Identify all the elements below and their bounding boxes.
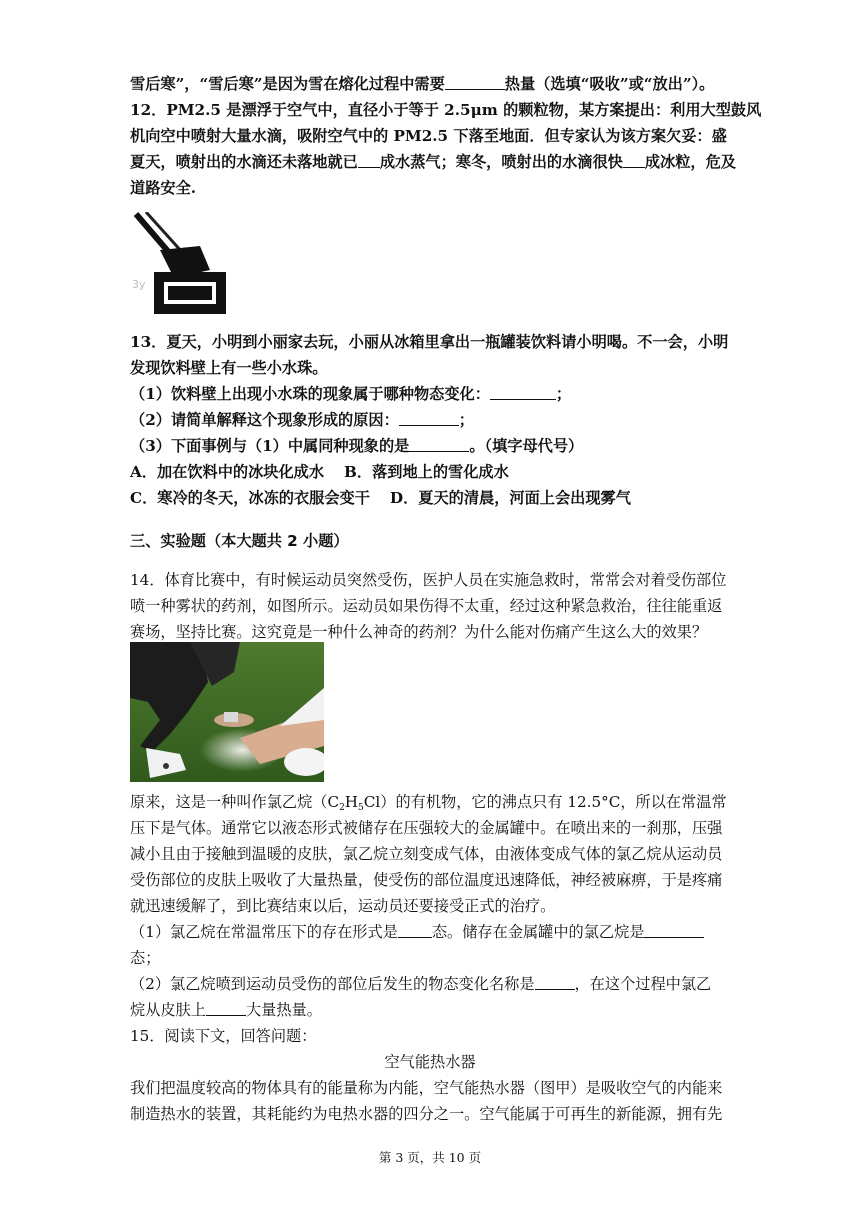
q13-options-ab [130,462,730,482]
q11-line: 雪后寒”，“雪后寒”是因为雪在熔化过程中需要 热量（选填“吸收”或“放出”）。 [130,75,715,93]
answer-blank[interactable] [206,1000,246,1016]
q15-title: 空气能热水器 [384,1053,476,1071]
first-aid-spray-photo [130,642,324,782]
q12-line-1: 12．PM2.5 是漂浮于空气中，直径小于等于 2.5μm 的颗粒物，某方案提出：利用大型鼓风 [130,101,762,119]
q14-text-3: 减小且由于接触到温暖的皮肤，氯乙烷立刻变成气体，由液体变成气体的氯乙烷从运动员 [130,845,723,863]
answer-blank[interactable] [490,384,556,400]
q13-part-2: （2）请简单解释这个现象形成的原因： ； [130,411,474,429]
q13-line-1: 13．夏天，小明到小丽家去玩，小丽从冰箱里拿出一瓶罐装饮料请小明喝。不一会，小明 [130,333,729,351]
q14-text-5: 就迅速缓解了，到比赛结束以后，运动员还要接受正式的治疗。 [130,897,556,915]
q14-text-1: 原来，这是一种叫作氯乙烷$(C_2H_5Cl)$的有机物，它的沸点只有 12.5°C，所以在常温常 [130,793,727,813]
q14-text-4: 受伤部位的皮肤上吸收了大量热量，使受伤的部位温度迅速降低，神经被麻痹，于是疼痛 [130,871,723,889]
q12-line-3: 夏天，喷射出的水滴还未落地就已 成水蒸气；寒冬，喷射出的水滴很快 成冰粒，危及 [130,153,736,171]
q14-sub-1: （1）氯乙烷在常温常压下的存在形式是 态。储存在金属罐中的氯乙烷是 [130,922,730,942]
svg-text:3y: 3y [132,278,146,291]
q13-part-1: （1）饮料壁上出现小水珠的现象属于哪种物态变化： ； [130,385,572,403]
blower-device-image [130,212,228,318]
q15-line-1: 15．阅读下文，回答问题： [130,1027,317,1045]
page-footer: 第 3 页，共 10 页 [378,1150,482,1165]
q14-sub-2: （2）氯乙烷喷到运动员受伤的部位后发生的物态变化名称是 ，在这个过程中氯乙 [130,975,712,993]
q15-body-1: 我们把温度较高的物体具有的能量称为内能，空气能热水器（图甲）是吸收空气的内能来 [130,1079,723,1097]
answer-blank[interactable] [409,436,469,452]
answer-blank[interactable] [644,922,704,938]
option-b[interactable]: B．落到地上的雪化成水 [344,463,509,481]
option-a[interactable]: A．加在饮料中的冰块化成水 [130,463,325,481]
q14-line-2: 喷一种雾状的药剂，如图所示。运动员如果伤得不太重，经过这种紧急救治，往往能重返 [130,597,723,615]
q14-sub-2-cont: 烷从皮肤上 大量热量。 [130,1001,322,1019]
q13-options-cd [130,488,730,508]
q12-line-4: 道路安全. [130,179,197,197]
answer-blank[interactable] [399,410,459,426]
answer-blank[interactable] [358,152,380,168]
answer-blank[interactable] [445,74,505,90]
q14-sub-1-cont: 态； [130,949,161,967]
q14-text-2: 压下是气体。通常它以液态形式被储存在压强较大的金属罐中。在喷出来的一刹那，压强 [130,819,723,837]
answer-blank[interactable] [535,974,575,990]
answer-blank[interactable] [398,922,432,938]
q12-line-2: 机向空中喷射大量水滴，吸附空气中的 PM2.5 下落至地面．但专家认为该方案欠妥：盛 [130,127,727,145]
section-heading: 三、实验题（本大题共 2 小题） [130,532,349,550]
option-c[interactable]: C．寒冷的冬天，冰冻的衣服会变干 [130,489,370,507]
q15-body-2: 制造热水的装置，其耗能约为电热水器的四分之一。空气能属于可再生的新能源，拥有先 [130,1105,723,1123]
q13-part-3: （3）下面事例与（1）中属同种现象的是 。（填字母代号） [130,437,584,455]
q14-line-3: 赛场，坚持比赛。这究竟是一种什么神奇的药剂？为什么能对伤痛产生这么大的效果？ [130,623,708,641]
answer-blank[interactable] [623,152,645,168]
option-d[interactable]: D．夏天的清晨，河面上会出现雾气 [389,489,631,507]
q13-line-2: 发现饮料壁上有一些小水珠。 [130,359,328,377]
q14-line-1: 14．体育比赛中，有时候运动员突然受伤，医护人员在实施急救时，常常会对着受伤部位 [130,571,727,589]
